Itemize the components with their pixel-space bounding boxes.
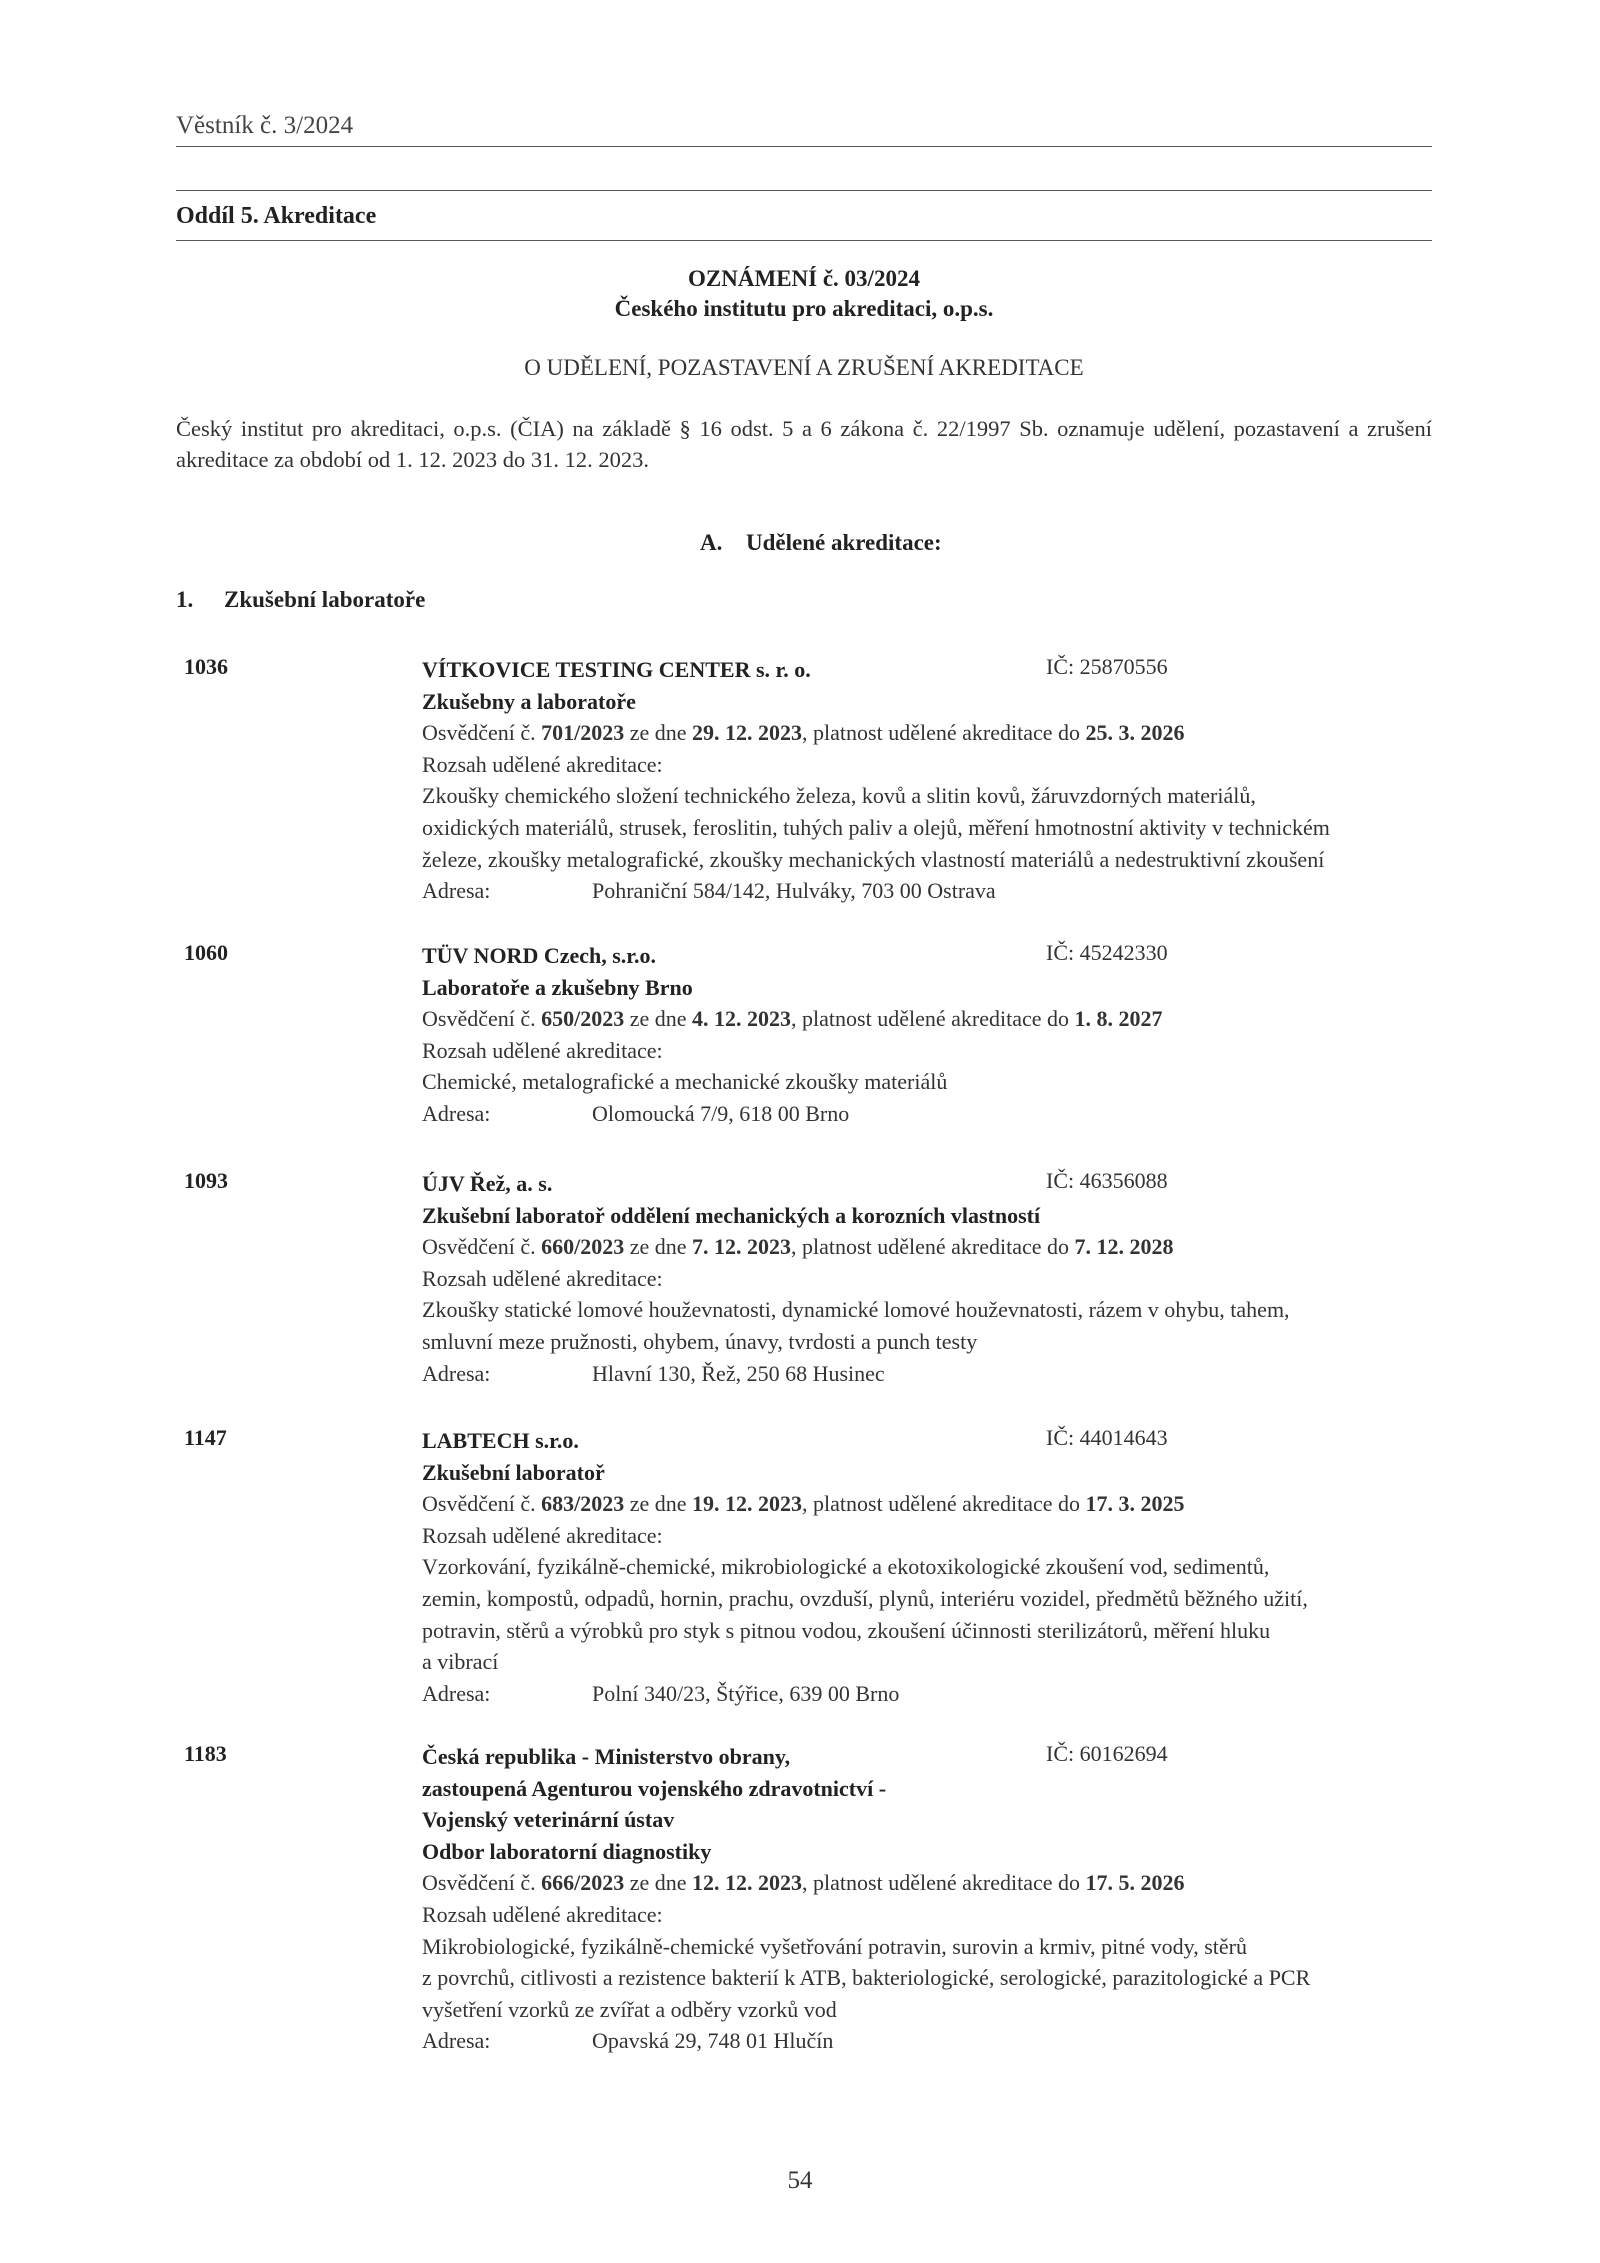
scope-line: Zkoušky statické lomové houževnatosti, dynamické lomové houževnatosti, rázem v ohybu, tahem, bbox=[422, 1297, 1290, 1323]
scope-line: oxidických materiálů, strusek, feroslitin, tuhých paliv a olejů, měření hmotnostní aktivity v technickém bbox=[422, 814, 1330, 840]
address-value: Pohraniční 584/142, Hulváky, 703 00 Ostrava bbox=[592, 878, 996, 904]
scope-line: Vzorkování, fyzikálně-chemické, mikrobiologické a ekotoxikologické zkoušení vod, sedimentů, bbox=[422, 1554, 1270, 1580]
cert-mid: ze dne bbox=[624, 1491, 693, 1517]
scope-label: Rozsah udělené akreditace: bbox=[422, 1901, 663, 1927]
cert-validity-label: , platnost udělené akreditace do bbox=[802, 720, 1086, 746]
entry-address bbox=[422, 1678, 1422, 1710]
entry-code: 1147 bbox=[184, 1425, 227, 1450]
part-a-heading bbox=[700, 530, 942, 556]
cert-date: 7. 12. 2023 bbox=[692, 1234, 792, 1260]
scope-line: a vibrací bbox=[422, 1649, 499, 1675]
scope-label: Rozsah udělené akreditace: bbox=[422, 751, 663, 777]
entry-address bbox=[422, 2025, 1422, 2057]
scope-line: vyšetření vzorků ze zvířat a odběry vzorků vod bbox=[422, 1996, 837, 2022]
subsection-heading bbox=[176, 587, 425, 613]
entry-name-line: ÚJV Řež, a. s. bbox=[422, 1171, 553, 1196]
cert-prefix: Osvědčení č. bbox=[422, 1234, 542, 1260]
entry-name-block bbox=[422, 1168, 1041, 1231]
cert-number: 660/2023 bbox=[541, 1234, 625, 1260]
entry-body bbox=[422, 1425, 1422, 1709]
entry-unit: Zkušební laboratoř bbox=[422, 1459, 605, 1485]
cert-date: 29. 12. 2023 bbox=[692, 720, 803, 746]
entry-code: 1183 bbox=[184, 1741, 227, 1766]
entry-name-line: TÜV NORD Czech, s.r.o. bbox=[422, 943, 657, 968]
entry-name-block bbox=[422, 1741, 982, 1867]
cert-valid-until: 17. 5. 2026 bbox=[1085, 1870, 1185, 1896]
subsection-label: Zkušební laboratoře bbox=[224, 587, 426, 612]
entry-address bbox=[422, 1098, 1422, 1130]
cert-validity-label: , platnost udělené akreditace do bbox=[802, 1870, 1086, 1896]
entry-address bbox=[422, 1358, 1422, 1390]
address-label: Adresa: bbox=[422, 878, 491, 904]
subsection-number: 1. bbox=[176, 587, 194, 612]
entry-address bbox=[422, 875, 1422, 907]
cert-mid: ze dne bbox=[624, 1234, 693, 1260]
entry-name-block bbox=[422, 940, 982, 1003]
cert-prefix: Osvědčení č. bbox=[422, 1870, 542, 1896]
scope-label: Rozsah udělené akreditace: bbox=[422, 1037, 663, 1063]
cert-validity-label: , platnost udělené akreditace do bbox=[791, 1006, 1075, 1032]
scope-label: Rozsah udělené akreditace: bbox=[422, 1265, 663, 1291]
address-label: Adresa: bbox=[422, 2028, 491, 2054]
entry-certificate bbox=[422, 1867, 1422, 1899]
cert-date: 19. 12. 2023 bbox=[692, 1491, 803, 1517]
announcement-title: OZNÁMENÍ č. 03/2024 bbox=[688, 266, 920, 291]
scope-label: Rozsah udělené akreditace: bbox=[422, 1522, 663, 1548]
entry-certificate bbox=[422, 717, 1422, 749]
address-label: Adresa: bbox=[422, 1680, 491, 1706]
entry-name-block bbox=[422, 654, 982, 717]
cert-valid-until: 25. 3. 2026 bbox=[1085, 720, 1185, 746]
section-title: Oddíl 5. Akreditace bbox=[176, 190, 1432, 241]
entry-certificate bbox=[422, 1003, 1422, 1035]
cert-number: 683/2023 bbox=[541, 1491, 625, 1517]
cert-mid: ze dne bbox=[624, 720, 693, 746]
cert-number: 666/2023 bbox=[541, 1870, 625, 1896]
entry-name-block bbox=[422, 1425, 982, 1488]
entry-body bbox=[422, 654, 1422, 907]
cert-number: 650/2023 bbox=[541, 1006, 625, 1032]
scope-line: Chemické, metalografické a mechanické zkoušky materiálů bbox=[422, 1069, 948, 1095]
scope-line: Mikrobiologické, fyzikálně-chemické vyšetřování potravin, surovin a krmiv, pitné vody, stěrů bbox=[422, 1933, 1247, 1959]
entry-name-line: zastoupená Agenturou vojenského zdravotnictví - bbox=[422, 1775, 887, 1801]
entry-unit: Odbor laboratorní diagnostiky bbox=[422, 1838, 712, 1864]
announcement-subject: O UDĚLENÍ, POZASTAVENÍ A ZRUŠENÍ AKREDITACE bbox=[524, 355, 1084, 380]
cert-date: 12. 12. 2023 bbox=[692, 1870, 803, 1896]
entry-code: 1036 bbox=[184, 654, 228, 679]
scope-line: zemin, kompostů, odpadů, hornin, prachu, ovzduší, plynů, interiéru vozidel, předmětů běžného užití, bbox=[422, 1585, 1308, 1611]
running-head: Věstník č. 3/2024 bbox=[176, 112, 1432, 147]
entry-unit: Zkušební laboratoř oddělení mechanických a korozních vlastností bbox=[422, 1202, 1041, 1228]
address-value: Olomoucká 7/9, 618 00 Brno bbox=[592, 1100, 850, 1126]
cert-valid-until: 7. 12. 2028 bbox=[1074, 1234, 1174, 1260]
cert-mid: ze dne bbox=[624, 1870, 693, 1896]
address-label: Adresa: bbox=[422, 1360, 491, 1386]
address-value: Opavská 29, 748 01 Hlučín bbox=[592, 2028, 834, 2054]
entry-code: 1093 bbox=[184, 1168, 228, 1193]
address-value: Polní 340/23, Štýřice, 639 00 Brno bbox=[592, 1680, 900, 1706]
entry-name-line: LABTECH s.r.o. bbox=[422, 1428, 579, 1453]
scope-line: Zkoušky chemického složení technického železa, kovů a slitin kovů, žáruvzdorných materiálů, bbox=[422, 783, 1256, 809]
entry-certificate bbox=[422, 1488, 1422, 1520]
part-a-number: A. bbox=[700, 530, 723, 555]
cert-valid-until: 17. 3. 2025 bbox=[1085, 1491, 1185, 1517]
scope-line: z povrchů, citlivosti a rezistence bakterií k ATB, bakteriologické, serologické, parazitologické a PCR bbox=[422, 1965, 1311, 1991]
address-label: Adresa: bbox=[422, 1100, 491, 1126]
cert-date: 4. 12. 2023 bbox=[692, 1006, 792, 1032]
entry-unit: Zkušebny a laboratoře bbox=[422, 688, 636, 714]
entry-name-line: VÍTKOVICE TESTING CENTER s. r. o. bbox=[422, 657, 811, 682]
cert-prefix: Osvědčení č. bbox=[422, 720, 542, 746]
announcement-intro: Český institut pro akreditaci, o.p.s. (ČIA) na základě § 16 odst. 5 a 6 zákona č. 22/1997 Sb. oznamuje udělení, pozastavení a zrušení akreditace za období od 1. 12. 2023 do 31. 12. 2023. bbox=[176, 416, 1432, 472]
cert-mid: ze dne bbox=[624, 1006, 693, 1032]
entry-ico: IČ: 46356088 bbox=[1046, 1168, 1168, 1193]
entry-body bbox=[422, 1168, 1422, 1389]
cert-validity-label: , platnost udělené akreditace do bbox=[791, 1234, 1075, 1260]
entry-unit: Laboratoře a zkušebny Brno bbox=[422, 974, 693, 1000]
entry-ico: IČ: 60162694 bbox=[1046, 1741, 1168, 1766]
cert-number: 701/2023 bbox=[541, 720, 625, 746]
cert-valid-until: 1. 8. 2027 bbox=[1074, 1006, 1163, 1032]
entry-code: 1060 bbox=[184, 940, 228, 965]
entry-body bbox=[422, 1741, 1422, 2057]
entry-certificate bbox=[422, 1231, 1422, 1263]
entry-ico: IČ: 44014643 bbox=[1046, 1425, 1168, 1450]
address-value: Hlavní 130, Řež, 250 68 Husinec bbox=[592, 1360, 885, 1386]
scope-line: smluvní meze pružnosti, ohybem, únavy, tvrdosti a punch testy bbox=[422, 1328, 978, 1354]
entry-ico: IČ: 25870556 bbox=[1046, 654, 1168, 679]
entry-name-line: Česká republika - Ministerstvo obrany, bbox=[422, 1744, 791, 1769]
page-number: 54 bbox=[787, 2167, 813, 2194]
announcement-issuer: Českého institutu pro akreditaci, o.p.s. bbox=[614, 296, 994, 321]
part-a-label: Udělené akreditace: bbox=[746, 530, 942, 555]
entry-body bbox=[422, 940, 1422, 1130]
entry-name-line: Vojenský veterinární ústav bbox=[422, 1807, 675, 1833]
entry-ico: IČ: 45242330 bbox=[1046, 940, 1168, 965]
cert-prefix: Osvědčení č. bbox=[422, 1006, 542, 1032]
cert-validity-label: , platnost udělené akreditace do bbox=[802, 1491, 1086, 1517]
scope-line: železe, zkoušky metalografické, zkoušky mechanických vlastností materiálů a nedestruktivní zkoušení bbox=[422, 846, 1325, 872]
cert-prefix: Osvědčení č. bbox=[422, 1491, 542, 1517]
scope-line: potravin, stěrů a výrobků pro styk s pitnou vodou, zkoušení účinnosti sterilizátorů, měření hluku bbox=[422, 1617, 1271, 1643]
